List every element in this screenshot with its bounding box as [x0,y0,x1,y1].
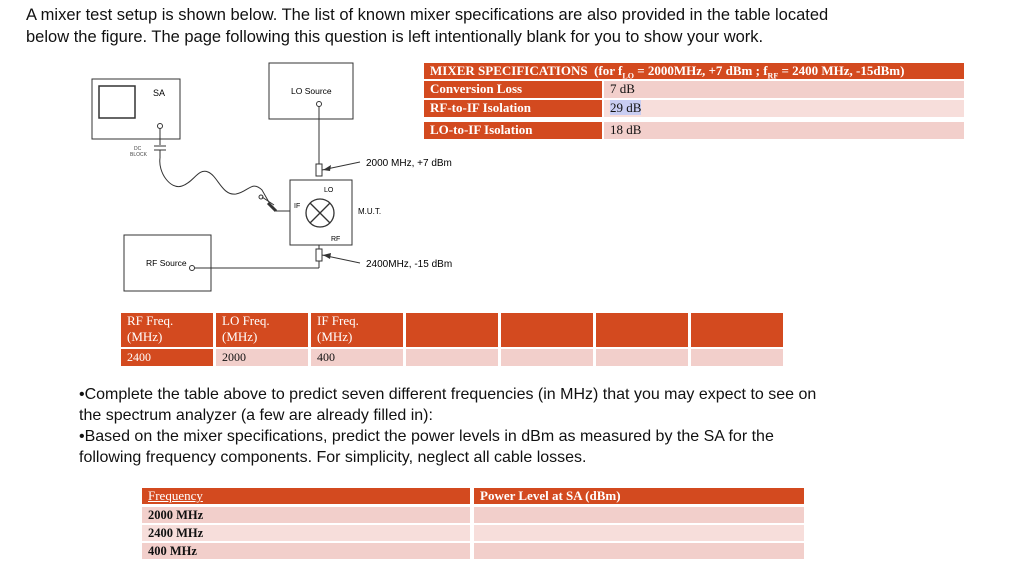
frequency-table [121,313,783,367]
freq-header-empty [596,313,688,347]
dc-block-label-1: DC [134,146,142,152]
bullet-2-line-1: •Based on the mixer specifications, predict the power levels in dBm as measured by the SA for the [79,428,774,445]
power-row-value[interactable] [474,507,804,523]
spec-header-cond-end: = 2400 MHz, -15dBm) [778,63,905,78]
power-header-frequency: Frequency [142,488,470,504]
intro-line-1: A mixer test setup is shown below. The list of known mixer specifications are also provided in the table located [26,6,829,24]
spec-row-value: 7 dB [604,81,964,98]
freq-value-if: 400 [311,349,403,366]
port-lo-label: LO [324,187,334,194]
freq-value-empty[interactable] [596,349,688,366]
power-row-freq: 400 MHz [142,543,470,559]
sa-box [92,79,180,139]
spec-table-header [424,63,964,79]
sa-input-port [158,124,163,129]
freq-value-empty[interactable] [691,349,783,366]
lo-source-label: LO Source [291,86,332,96]
rf-signal-label: 2400MHz, -15 dBm [366,259,453,270]
power-row-freq: 2400 MHz [142,525,470,541]
if-cable [160,158,270,204]
freq-value-rf: 2400 [121,349,213,366]
power-row-freq: 2000 MHz [142,507,470,523]
spec-row-value [604,100,964,117]
freq-value-empty[interactable] [501,349,593,366]
port-rf-label: RF [331,236,341,243]
intro-line-2: below the figure. The page following this question is left intentionally blank for you to show your work. [26,28,764,46]
freq-header-rf [121,313,213,347]
freq-header-empty [406,313,498,347]
power-header-level: Power Level at SA (dBm) [474,488,804,504]
instructions [79,384,959,468]
spec-header-cond: (for f [594,63,623,78]
mut-label: M.U.T. [358,207,382,216]
spec-header-main: MIXER SPECIFICATIONS [430,63,588,78]
bullet-2-line-2: following frequency components. For simplicity, neglect all cable losses. [79,449,587,466]
dc-block-label-2: BLOCK [130,152,147,158]
freq-header-empty [501,313,593,347]
bullet-1-line-1: •Complete the table above to predict seven different frequencies (in MHz) that you may expect to see on [79,386,817,403]
power-row-value[interactable] [474,543,804,559]
spec-row-label: RF-to-IF Isolation [424,100,602,117]
sa-screen [99,86,135,118]
spec-header-lo-sub: LO [622,71,634,81]
freq-header-line1: LO Freq. [222,313,270,328]
freq-header-lo [216,313,308,347]
freq-value-empty[interactable] [406,349,498,366]
mixer-test-diagram [0,0,470,300]
spec-row-label: LO-to-IF Isolation [424,122,602,139]
freq-header-line2: (MHz) [127,329,163,344]
freq-header-empty [691,313,783,347]
spec-header-rf-sub: RF [767,71,779,81]
spec-header-cond-mid: = 2000MHz, +7 dBm ; f [633,63,768,78]
bullet-1-line-2: the spectrum analyzer (a few are already filled in): [79,407,433,424]
rf-source-label: RF Source [146,258,187,268]
freq-header-line2: (MHz) [222,329,258,344]
power-row-value[interactable] [474,525,804,541]
port-if-label: IF [294,203,301,210]
freq-header-if [311,313,403,347]
freq-value-lo: 2000 [216,349,308,366]
spec-table [424,63,964,139]
freq-header-line1: RF Freq. [127,313,174,328]
freq-header-line1: IF Freq. [317,313,359,328]
sa-label: SA [153,88,166,98]
lo-signal-label: 2000 MHz, +7 dBm [366,158,452,169]
spec-row-value-highlight: 29 dB [610,100,642,115]
spec-row-label: Conversion Loss [424,81,602,98]
power-table [142,488,804,560]
freq-header-line2: (MHz) [317,329,353,344]
spec-row-value: 18 dB [604,122,964,139]
